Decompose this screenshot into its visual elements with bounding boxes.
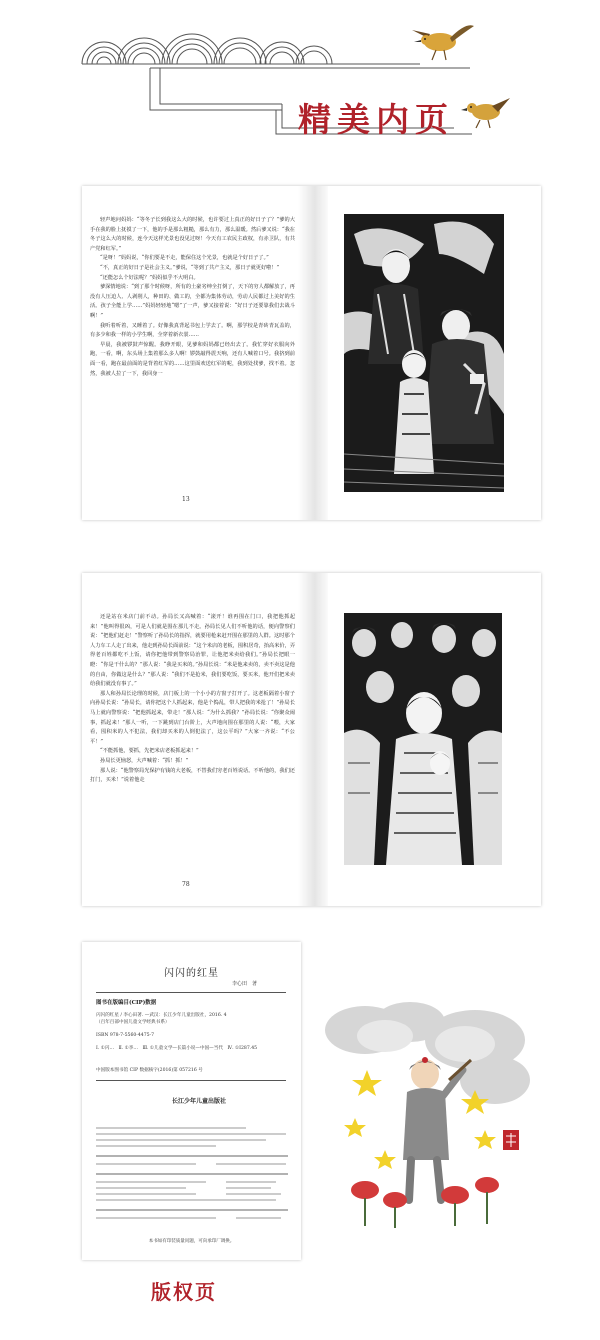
paragraph: 孙局长更恼怒，大声喊着：“抓！抓！” (100, 757, 189, 764)
page-number: 13 (182, 496, 190, 503)
paragraph: 我听着听着，又睡着了。好像我真背起书包上学去了。啊，那学校是青砖青瓦盖的，有多少和我一样的小学生啊，全穿着新衣裳…… (90, 322, 295, 339)
woodcut-illustration (344, 214, 504, 492)
text-page (90, 216, 295, 379)
divider (96, 992, 286, 993)
paragraph: 爹深情地说：“到了那个时候呀，所有的土豪劣绅全打倒了，天下的穷人都解放了，再没有人压迫人、人剥削人，种田的、做工的，全都为集体劳动，劳动人民都过上美好的生活。孩子全能上学……”妈妈轻轻地“嗯”了一声，爹又接着说：“好日子还要靠我们去战斗啊！” (90, 284, 295, 319)
page-number: 78 (182, 881, 190, 888)
book-spread-2 (82, 573, 541, 906)
page-title: 精美内页 (298, 100, 454, 139)
cip-line: （百年百部中国儿童文学经典书系） (96, 1020, 170, 1025)
watercolor-illustration (325, 1000, 540, 1230)
cip-heading: 图书在版编目(CIP)数据 (96, 1000, 157, 1006)
bird-icon (461, 98, 510, 128)
page-header (0, 0, 600, 160)
book-title: 闪闪的红星 (164, 968, 219, 979)
copyright-footer: 本书如有印装质量问题，可向承印厂调换。 (148, 1239, 235, 1244)
paragraph: 那人和孙局长论理的时候，店门板上的一个小小的方窗子打开了。这老板隔着小窗子向孙局长说：“孙局长，请你把这个人抓起来，他是个捣乱，带人把我的米抢了！”孙局长马上就向警察说：“把他抓起来，带走！”那人说：“为什么抓我？”孙局长说：“你聚众闹事，抓起来！”那人一听，一下跳到店门台阶上，大声地向围在那里的人说：“喂，大家看，囤积米的人不犯法，我们却买米的人倒犯法了，这公平吗？”大家一齐说：“不公平！” (90, 690, 295, 745)
section-label: 版权页 (151, 1280, 217, 1304)
paragraph: 还是站在米店门前不动。孙局长又高喊着：“滚开！谁再围在门口，我把他抓起来！”他叫得很凶，可是人们就是围在那儿不走。孙局长见人们不听他的话，便向警察们说：“把他们赶走！”警察听了孙局长的指挥，就要用枪来赶开围在那里的人群。这时那个人力车工人走了出来，他走到孙局长面前说：“这个米店的老板，囤积居奇，抬高米价，弄得老百姓都吃不上饭，请你把他带到警察局治罪，让他把米卖给我们。”孙局长把眼一瞪：“你是干什么的？”那人说：“我是买米的。”孙局长说：“米是他来卖的，卖不卖这是他的自由，你做这是什么？”那人说：“我们不是抢米，我们要吃饭，要买米，他开们把米卖给我们就没有事了。” (90, 614, 295, 688)
woodcut-illustration (344, 613, 502, 865)
publisher-name: 长江少年儿童出版社 (172, 1098, 227, 1105)
cip-line: 闪闪的红星 / 李心田著. —武汉：长江少年儿童出版社，2016. 4 (96, 1013, 227, 1018)
divider (96, 1080, 286, 1081)
paragraph: 早晨，我被锣鼓声惊醒。我睁开眼，见爹和妈妈都已经出去了。我忙穿好衣服向外跑，一看，啊，东头场上集着那么多人啊！锣鼓敲得震天响，还有人喊着口号。我挤到前面一看，跑在最前面的是背着红军的……这里面欢送红军的呢，我到处找爹，找不着。忽然，我被人拉了一下，我回身一 (90, 341, 295, 377)
book-spread-1 (82, 186, 541, 520)
paragraph: 轻声地问妈妈：“等冬子长到我这么大的时候，也许要过上真正的好日子了？”爹的大手在我的脸上抚摸了一下，他的手是那么粗糙，那么有力，那么温暖。然后爹又说：“我在冬子这么大的时候，连今天这样光景也没见过呀！今天有工农民主政权，有赤卫队，有共产党和红军。” (90, 217, 295, 252)
cip-line: ISBN 978-7-5560-4475-7 (96, 1033, 155, 1038)
paragraph: “不能抓他，要抓，先把米店老板抓起来！” (100, 748, 199, 755)
paragraph: 那人说：“他警察局光保护有钱的大老板，不替我们穷老百姓说话。不听他的，我们还打门，买米！”说着他走 (90, 767, 295, 784)
paragraph: “是呀！”妈妈说，“你们要是不走，能保住这个光景，也就是个好日子了。” (100, 255, 269, 262)
cip-line: Ⅰ. ①闪… Ⅱ. ①李… Ⅲ. ①儿童文学—长篇小说—中国—当代 Ⅳ. ①I287.45 (96, 1046, 258, 1051)
bird-icon (412, 25, 474, 60)
copyright-page (82, 942, 301, 1260)
fine-print-block (96, 1122, 288, 1232)
text-page (90, 613, 295, 786)
book-author: 李心田 著 (232, 981, 258, 987)
paragraph: “还能怎么个好法呢？”妈妈似乎不大明白。 (100, 274, 199, 281)
paragraph: “不，真正的好日子是社会主义。”爹说，“等到了共产主义，那日子就更好啦！” (100, 264, 280, 271)
cip-line: 中国版本图书馆 CIP 数据核字(2016)第 057216 号 (96, 1068, 203, 1073)
